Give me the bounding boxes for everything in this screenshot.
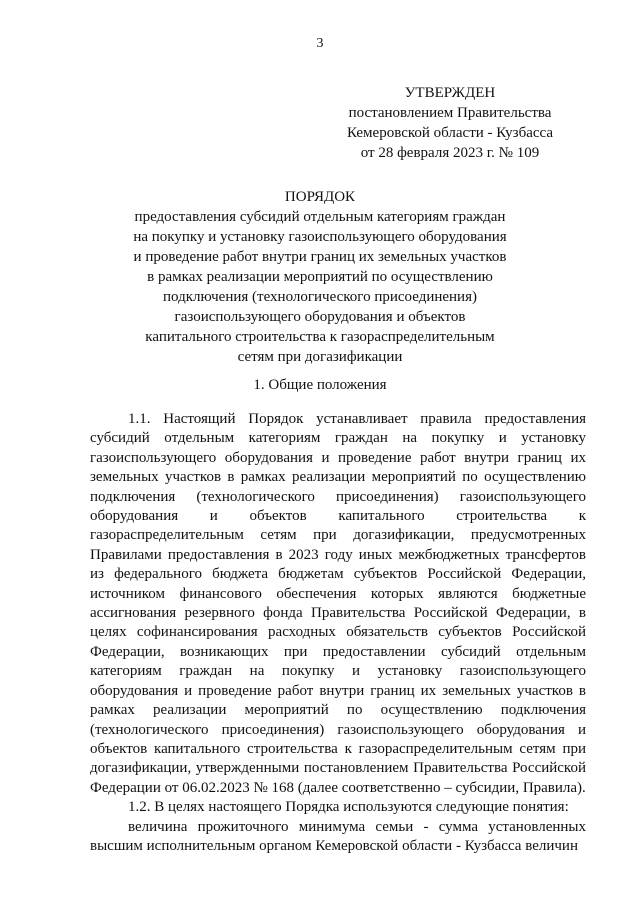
approval-stamp — [300, 83, 600, 163]
title-line: газоиспользующего оборудования и объектов — [174, 309, 466, 325]
approval-line: УТВЕРЖДЕН — [404, 85, 496, 101]
title-line: на покупку и установку газоиспользующего оборудования — [133, 229, 507, 245]
paragraph: 1.1. Настоящий Порядок устанавливает правила предоставления субсидий отдельным категориям граждан на покупку и установку газоиспользующего оборудования и проведение работ внутри границ их земельных участков в рамках реализации мероприятий по осуществлению подключения (технологического присоединения) газоиспользующего оборудования и объектов капитального строительства к газораспределительным сетям при догазификации, предусмотренных Правилами предоставления в 2023 году иных межбюджетных трансфертов из федерального бюджета бюджетам субъектов Российской Федерации, источником финансового обеспечения которых являются бюджетные ассигнования резервного фонда Правительства Российской Федерации, в целях софинансирования расходных обязательств субъектов Российской Федерации, возникающих при предоставлении субсидий отдельным категориям граждан на покупку и установку газоиспользующего оборудования и проведение работ внутри границ их земельных участков в рамках реализации мероприятий по осуществлению подключения (технологического присоединения) газоиспользующего оборудования и объектов капитального строительства к газораспределительным сетям при догазификации, утвержденными постановлением Правительства Российской Федерации от 06.02.2023 № 168 (далее соответственно – субсидии, Правила). — [90, 411, 586, 796]
title-heading: ПОРЯДОК — [284, 189, 356, 205]
page-number: 3 — [316, 36, 324, 51]
title-line: предоставления субсидий отдельным категориям граждан — [134, 209, 506, 225]
title-line: капитального строительства к газораспределительным — [145, 329, 495, 345]
title-line: сетям при догазификации — [237, 349, 403, 365]
approval-line: постановлением Правительства — [348, 105, 552, 121]
approval-line: от 28 февраля 2023 г. № 109 — [360, 145, 540, 161]
section-body — [90, 410, 586, 856]
paragraph: величина прожиточного минимума семьи - сумма установленных высшим исполнительным органом Кемеровской области - Кузбасса величин — [90, 818, 586, 854]
title-line: и проведение работ внутри границ их земельных участков — [133, 249, 507, 265]
section-heading: 1. Общие положения — [253, 377, 387, 393]
document-title — [105, 187, 535, 367]
title-line: в рамках реализации мероприятий по осуществлению — [147, 269, 493, 285]
paragraph: 1.2. В целях настоящего Порядка используются следующие понятия: — [128, 799, 569, 816]
title-line: подключения (технологического присоединения) — [163, 289, 477, 305]
approval-line: Кемеровской области - Кузбасса — [346, 125, 554, 141]
